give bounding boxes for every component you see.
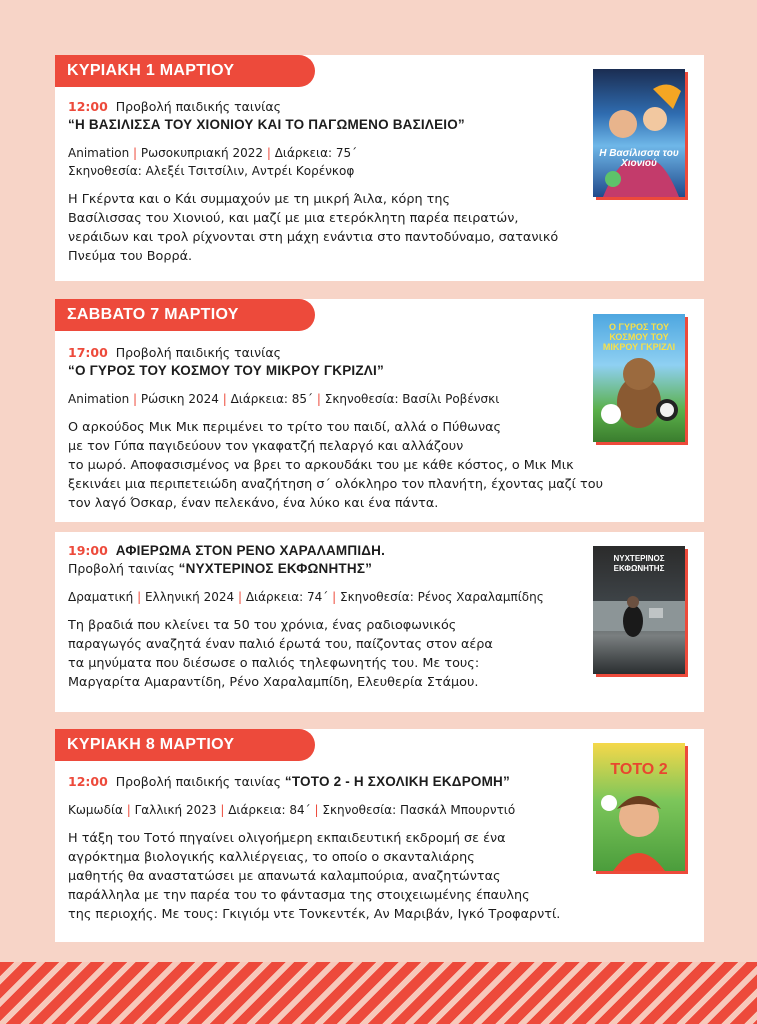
poster-title: Η Βασίλισσα του Χιονιού — [599, 148, 679, 169]
meta-duration: Διάρκεια: 75΄ — [274, 146, 358, 160]
event-card-night-announcer — [55, 532, 704, 712]
event-description — [68, 616, 588, 692]
event-intro: Προβολή παιδικής ταινίας — [115, 345, 281, 360]
description-line: το μωρό. Αποφασισμένος να βρει το αρκουδάκι του με κάθε κόστος, ο Μικ Μικ — [68, 458, 574, 473]
event-intro: Προβολή παιδικής ταινίας — [115, 99, 281, 114]
description-line: Πνεύμα του Βορρά. — [68, 249, 193, 264]
day-card-saturday-7 — [55, 299, 704, 522]
description-line: παράλληλα με την παρέα του το φάντασμα της στοιχειωμένης έπαυλης — [68, 888, 530, 903]
meta-duration: Διάρκεια: 84΄ — [228, 803, 311, 817]
event-time: 12:00 — [68, 99, 108, 114]
poster-art — [593, 69, 685, 197]
meta-director: Σκηνοθεσία: Ρένος Χαραλαμπίδης — [340, 590, 544, 604]
event-meta: Animation | Ρώσικη 2024 | Διάρκεια: 85΄ | Σκηνοθεσία: Βασίλι Ροβένσκι — [68, 392, 500, 406]
poster-snow-queen — [593, 69, 685, 197]
description-line: Μαργαρίτα Αμαραντίδη, Ρένο Χαραλαμπίδη, Ελευθερία Στάμου. — [68, 675, 479, 690]
event-description — [68, 418, 603, 513]
event-toto — [68, 773, 588, 924]
poster-toto — [593, 743, 685, 871]
event-meta: Κωμωδία | Γαλλική 2023 | Διάρκεια: 84΄ | Σκηνοθεσία: Πασκάλ Μπουρντιό — [68, 803, 516, 817]
event-intro: Προβολή ταινίας — [68, 561, 175, 576]
description-line: τα μηνύματα που διέσωσε ο παλιός τηλεφωνητής του. Με τους: — [68, 656, 480, 671]
description-line: Η τάξη του Τοτό πηγαίνει ολιγοήμερη εκπαιδευτική εκδρομή σε ένα — [68, 831, 506, 846]
event-heading: ΑΦΙΕΡΩΜΑ ΣΤΟΝ ΡΕΝΟ ΧΑΡΑΛΑΜΠΙΔΗ. — [115, 543, 386, 558]
meta-director: Σκηνοθεσία: Πασκάλ Μπουρντιό — [322, 803, 516, 817]
description-line: Η Γκέρντα και ο Κάι συμμαχούν με τη μικρή Άιλα, κόρη της — [68, 192, 450, 207]
decorative-stripes — [0, 962, 757, 1024]
event-meta: Δραματική | Ελληνική 2024 | Διάρκεια: 74΄ | Σκηνοθεσία: Ρένος Χαραλαμπίδης — [68, 590, 544, 604]
poster-night-announcer — [593, 546, 685, 674]
event-time: 12:00 — [68, 774, 108, 789]
event-description — [68, 829, 588, 924]
poster-grizzly — [593, 314, 685, 442]
description-line: Βασίλισσας του Χιονιού, και μαζί με μια ετερόκλητη παρέα πειρατών, — [68, 211, 519, 226]
description-line: της περιοχής. Με τους: Γκιγιόμ ντε Τονκεντέκ, Αν Μαριβάν, Ιγκό Τροφαρντί. — [68, 907, 561, 922]
meta-director: Σκηνοθεσία: Αλεξέι Τσιτσίλιν, Αντρέι Κορένκοφ — [68, 164, 355, 178]
description-line: Ο αρκούδος Μικ Μικ περιμένει το τρίτο του παιδί, αλλά ο Πύθωνας — [68, 420, 502, 435]
description-line: Τη βραδιά που κλείνει τα 50 του χρόνια, ένας ραδιοφωνικός — [68, 618, 457, 633]
event-grizzly — [68, 344, 603, 513]
description-line: αγρόκτημα βιολογικής καλλιέργειας, το οποίο ο σκανταλιάρης — [68, 850, 475, 865]
day-header: ΚΥΡΙΑΚΗ 1 ΜΑΡΤΙΟΥ — [55, 55, 315, 87]
event-snow-queen — [68, 98, 588, 266]
event-meta: Animation | Ρωσοκυπριακή 2022 | Διάρκεια: 75΄ Σκηνοθεσία: Αλεξέι Τσιτσίλιν, Αντρέι Κορένκοφ — [68, 146, 358, 178]
event-night-announcer — [68, 542, 588, 692]
description-line: μαθητής θα αναστατώσει με απανωτά καλαμπούρια, αναζητώντας — [68, 869, 501, 884]
day-header: ΣΑΒΒΑΤΟ 7 ΜΑΡΤΙΟΥ — [55, 299, 315, 331]
event-title: “Ο ΓΥΡΟΣ ΤΟΥ ΚΟΣΜΟΥ ΤΟΥ ΜΙΚΡΟΥ ΓΚΡΙΖΛΙ” — [68, 363, 384, 378]
day-header: ΚΥΡΙΑΚΗ 8 ΜΑΡΤΙΟΥ — [55, 729, 315, 761]
meta-duration: Διάρκεια: 74΄ — [245, 590, 329, 604]
poster-title: ΤΟΤΟ 2 — [610, 761, 668, 778]
description-line: ξεκινάει μια περιπετειώδη αναζήτηση σ΄ ολόκληρο τον πλανήτη, έχοντας μαζί του — [68, 477, 603, 492]
meta-genre: Δραματική — [68, 590, 134, 604]
event-time: 17:00 — [68, 345, 108, 360]
meta-duration: Διάρκεια: 85΄ — [230, 392, 314, 406]
meta-genre: Animation — [68, 146, 130, 160]
event-title: “ΤΟΤΟ 2 - Η ΣΧΟΛΙΚΗ ΕΚΔΡΟΜΗ” — [284, 774, 510, 789]
meta-director: Σκηνοθεσία: Βασίλι Ροβένσκι — [324, 392, 500, 406]
description-line: νεράιδων και τρολ ρίχνονται στη μάχη ενάντια στο παντοδύναμο, σατανικό — [68, 230, 559, 245]
event-title: “ΝΥΧΤΕΡΙΝΟΣ ΕΚΦΩΝΗΤΗΣ” — [178, 561, 373, 576]
poster-title: Ο ΓΥΡΟΣ ΤΟΥ ΚΟΣΜΟΥ ΤΟΥ ΜΙΚΡΟΥ ΓΚΡΙΖΛΙ — [602, 322, 676, 352]
meta-genre: Κωμωδία — [68, 803, 123, 817]
meta-country-year: Ελληνική 2024 — [144, 590, 235, 604]
description-line: παραγωγός αναζητά έναν παλιό έρωτά του, παίζοντας στον αέρα — [68, 637, 493, 652]
event-description — [68, 190, 588, 266]
description-line: τον λαγό Όσκαρ, έναν πελεκάνο, ένα λύκο και ένα πάντα. — [68, 496, 439, 511]
day-card-sunday-1 — [55, 55, 704, 281]
meta-country-year: Ρώσικη 2024 — [140, 392, 219, 406]
meta-country-year: Γαλλική 2023 — [134, 803, 217, 817]
description-line: με τον Γύπα παγιδεύουν τον γκαφατζή πελαργό και αλλάζουν — [68, 439, 464, 454]
event-intro: Προβολή παιδικής ταινίας — [115, 774, 281, 789]
event-title: “Η ΒΑΣΙΛΙΣΣΑ ΤΟΥ ΧΙΟΝΙΟΥ ΚΑΙ ΤΟ ΠΑΓΩΜΕΝΟ ΒΑΣΙΛΕΙΟ” — [68, 117, 465, 132]
poster-title: ΝΥΧΤΕΡΙΝΟΣ ΕΚΦΩΝΗΤΗΣ — [613, 554, 665, 573]
meta-genre: Animation — [68, 392, 130, 406]
meta-country-year: Ρωσοκυπριακή 2022 — [140, 146, 263, 160]
event-time: 19:00 — [68, 543, 108, 558]
day-card-sunday-8 — [55, 729, 704, 942]
